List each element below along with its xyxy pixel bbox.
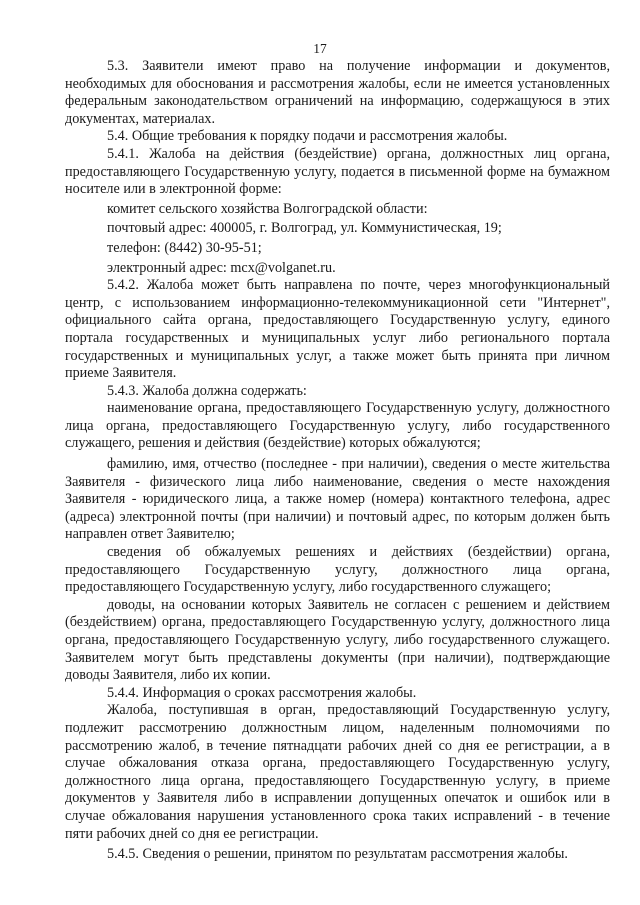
phone-number: телефон: (8442) 30-95-51; [107, 239, 262, 256]
email-address: электронный адрес: mcx@volganet.ru. [107, 259, 336, 276]
document-body [65, 58, 610, 864]
paragraph-5-4-4-heading: 5.4.4. Информация о сроках рассмотрения жалобы. [107, 684, 417, 701]
paragraph-5-4-3-heading: 5.4.3. Жалоба должна содержать: [107, 382, 307, 399]
committee-name: комитет сельского хозяйства Волгоградской области: [107, 200, 428, 217]
requirement-decisions: сведения об обжалуемых решениях и действиях (бездействии) органа, предоставляющего Государственную услугу, должностного лица органа, предоставляющего Государственную услугу, либо государственного служащего; [65, 544, 610, 596]
postal-address: почтовый адрес: 400005, г. Волгоград, ул. Коммунистическая, 19; [107, 220, 502, 237]
paragraph-5-4-1: 5.4.1. Жалоба на действия (бездействие) органа, должностных лиц органа, предоставляющего Государственную услугу, подается в письменной форме на бумажном носителе или в электронной форме: [65, 145, 610, 198]
requirement-arguments: доводы, на основании которых Заявитель не согласен с решением и действием (бездействием) органа, предоставляющего Государственную услугу, должностного лица органа, предоставляющего Государственную услугу, либо государственного служащего. Заявителем могут быть представлены документы (при наличии), подтверждающие доводы Заявителя, либо их копии. [65, 596, 610, 684]
requirement-authority: наименование органа, предоставляющего Государственную услугу, должностного лица органа, предоставляющего Государственную услугу, либо государственного служащего, решения и действия (бездействие) которых обжалуются; [65, 400, 610, 452]
complaint-review-terms: Жалоба, поступившая в орган, предоставляющий Государственную услугу, подлежит рассмотрению должностным лицом, наделенным полномочиями по рассмотрению жалоб, в течение пятнадцати рабочих дней со дня ее регистрации, а в случае обжалования отказа органа, предоставляющего Государственную услугу, должностного лица органа, предоставляющего Государственную услугу, в приеме документов у Заявителя либо в исправлении допущенных опечаток и ошибок или в случае обжалования нарушения установленного срока таких исправлений - в течение пяти рабочих дней со дня ее регистрации. [65, 702, 610, 842]
page-number: 17 [313, 41, 327, 56]
paragraph-5-4-heading: 5.4. Общие требования к порядку подачи и рассмотрения жалобы. [107, 128, 508, 145]
paragraph-5-4-5-heading: 5.4.5. Сведения о решении, принятом по результатам рассмотрения жалобы. [107, 846, 568, 863]
paragraph-5-3: 5.3. Заявители имеют право на получение информации и документов, необходимых для обоснования и рассмотрения жалобы, если не имеется установленных федеральным законодательством ограничений на информацию, содержащуюся в этих документах, материалах. [65, 58, 610, 127]
paragraph-5-4-2: 5.4.2. Жалоба может быть направлена по почте, через многофункциональный центр, с использованием информационно-телекоммуникационной сети "Интернет", официального сайта органа, предоставляющего Государственную услугу, единого портала государственных и муниципальных услуг либо регионального портала государственных и муниципальных услуг, а также может быть принята при личном приеме Заявителя. [65, 277, 610, 382]
requirement-applicant: фамилию, имя, отчество (последнее - при наличии), сведения о месте жительства Заявителя - физического лица либо наименование, сведения о месте нахождения Заявителя - юридического лица, а также номер (номера) контактного телефона, адрес (адреса) электронной почты (при наличии) и почтовый адрес, по которым должен быть направлен ответ Заявителю; [65, 456, 610, 543]
